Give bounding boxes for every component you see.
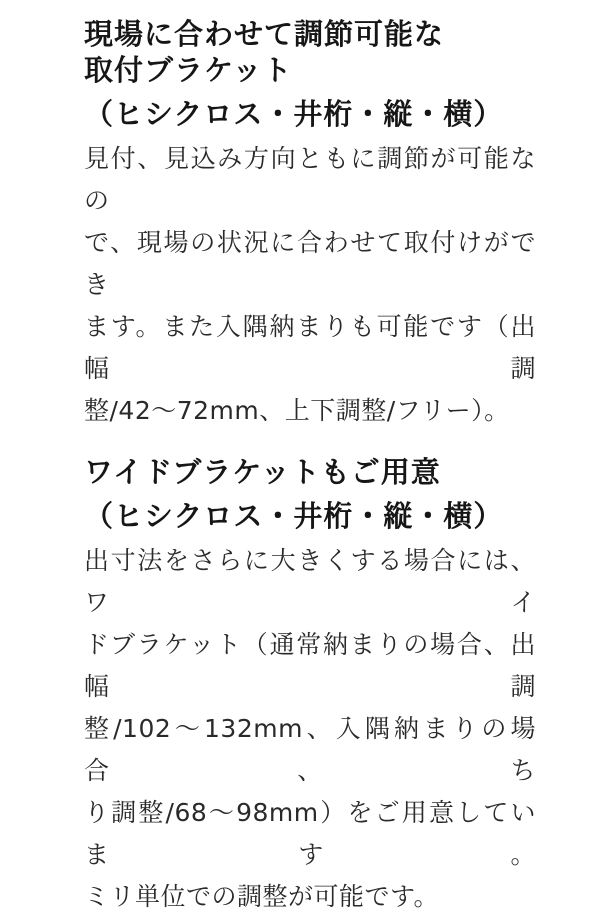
body-text-line: ドブラケット（通常納まりの場合、出幅調 — [84, 630, 536, 701]
heading-paren-line: （ヒシクロス・井桁・縦・横） — [84, 97, 504, 131]
body-paragraph-adjustable-bracket — [84, 138, 536, 432]
body-text-line: 見付、見込み方向ともに調節が可能なの — [84, 144, 536, 215]
body-text-line: ミリ単位での調整が可能です。 — [84, 882, 440, 911]
body-text-line: 整/42～72mm、上下調整/フリー）。 — [84, 396, 510, 425]
body-text-line: で、現場の状況に合わせて取付けができ — [84, 228, 536, 299]
section-heading-adjustable-bracket — [84, 16, 536, 132]
heading-line: 取付ブラケット — [84, 53, 293, 87]
body-paragraph-wide-bracket — [84, 540, 536, 918]
section-adjustable-bracket — [84, 16, 536, 432]
heading-paren-line: （ヒシクロス・井桁・縦・横） — [84, 499, 504, 533]
section-wide-bracket — [84, 454, 536, 918]
body-text-line: り調整/68～98mm）をご用意しています。 — [84, 798, 536, 869]
body-text-line: ます。また入隅納まりも可能です（出幅調 — [84, 312, 536, 383]
body-text-line: 出寸法をさらに大きくする場合には、ワイ — [84, 546, 536, 617]
section-heading-wide-bracket — [84, 454, 536, 534]
heading-line: ワイドブラケットもご用意 — [84, 455, 441, 489]
body-text-line: 整/102～132mm、入隅納まりの場合、ち — [84, 714, 536, 785]
heading-line: 現場に合わせて調節可能な — [84, 17, 445, 51]
